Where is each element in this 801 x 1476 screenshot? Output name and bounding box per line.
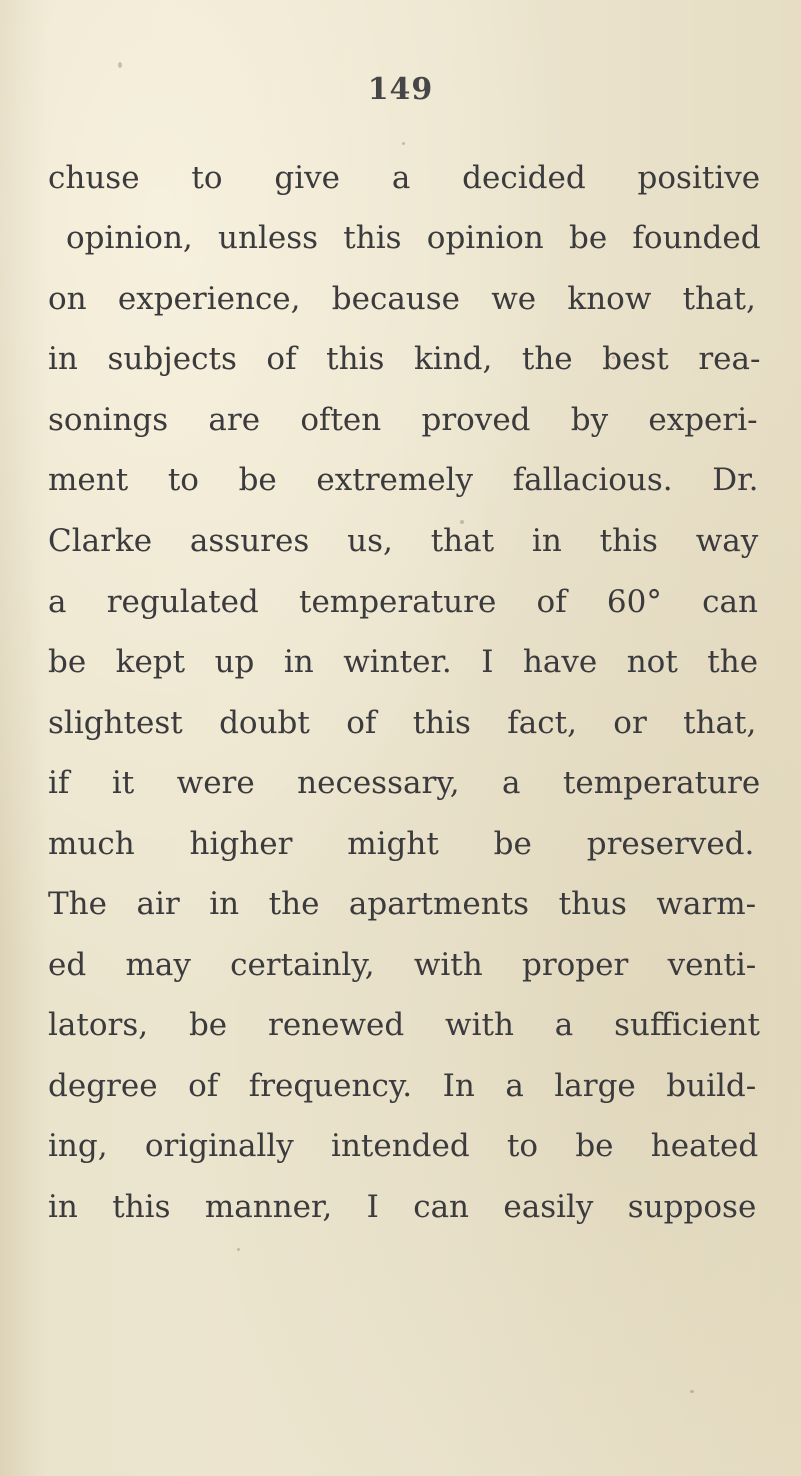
- text-line: Clarke assures us, that in this way: [48, 523, 759, 559]
- text-line: opinion, unless this opinion be founded: [66, 220, 761, 256]
- text-line: ing, originally intended to be heated: [48, 1128, 759, 1164]
- text-line: slightest doubt of this fact, or that,: [48, 705, 757, 741]
- text-line: in this manner, I can easily suppose: [48, 1189, 757, 1225]
- text-line: a regulated temperature of 60° can: [48, 584, 758, 620]
- text-line: The air in the apartments thus warm-: [48, 886, 757, 922]
- text-line: be kept up in winter. I have not the: [48, 644, 759, 680]
- page-number: 149: [367, 72, 434, 107]
- text-line: sonings are often proved by experi-: [48, 402, 758, 438]
- paper-speck: [118, 62, 122, 68]
- text-line: if it were necessary, a temperature: [48, 765, 761, 801]
- text-line: chuse to give a decided positive: [48, 160, 761, 196]
- paper-speck: [612, 356, 615, 359]
- paper-speck: [460, 520, 464, 524]
- text-line: lators, be renewed with a sufficient: [48, 1007, 760, 1043]
- text-line: on experience, because we know that,: [48, 281, 756, 317]
- text-line: degree of frequency. In a large build-: [48, 1068, 757, 1104]
- text-line: much higher might be preserved.: [48, 826, 755, 862]
- text-line: in subjects of this kind, the best rea-: [48, 341, 761, 377]
- text-line: ed may certainly, with proper venti-: [48, 947, 757, 983]
- text-line: ment to be extremely fallacious. Dr.: [48, 462, 759, 498]
- paper-speck: [237, 1248, 240, 1251]
- paper-speck: [690, 1390, 694, 1393]
- paper-speck: [402, 142, 405, 145]
